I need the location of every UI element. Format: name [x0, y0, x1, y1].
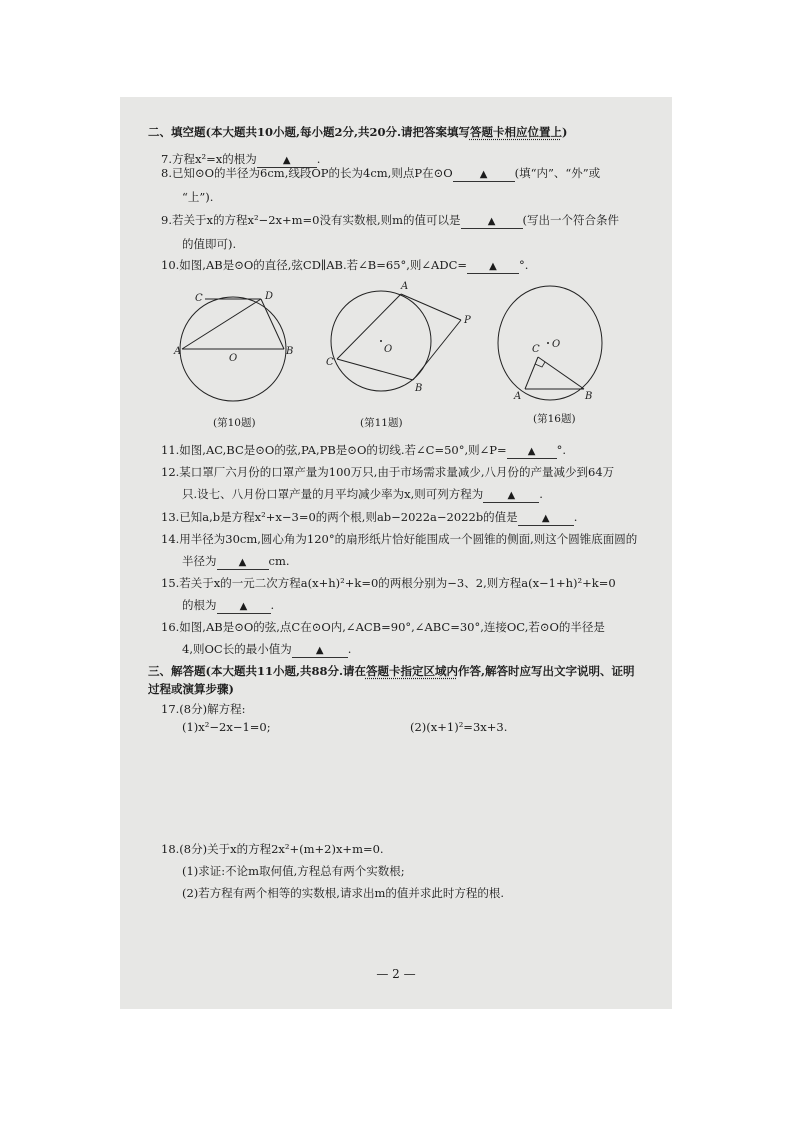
section3-header-dotted: 答题卡指定区域内 — [365, 664, 458, 678]
fig16-label-a: A — [514, 391, 522, 402]
fig11-tangent-pa — [401, 294, 461, 320]
section3-header-post: 作答,解答时应写出文字说明、证明 — [457, 664, 635, 678]
question-17-part-1: (1)x²−2x−1=0; — [182, 720, 271, 734]
question-9 — [161, 213, 619, 229]
question-14: 14.用半径为30cm,圆心角为120°的扇形纸片恰好能围成一个圆锥的侧面,则这个圆锥底面圆的 — [161, 532, 638, 546]
fig11-tangent-pb — [413, 320, 461, 380]
answer-blank-q14[interactable]: ▲ — [217, 557, 269, 570]
q15-text: 的根为 — [182, 598, 217, 612]
question-17-part-2: (2)(x+1)²=3x+3. — [410, 720, 508, 734]
q8-post: (填“内”、“外”或 — [514, 166, 601, 180]
fig16-center-dot — [547, 342, 549, 344]
fig10-label-c: C — [195, 293, 203, 304]
question-15: 15.若关于x的一元二次方程a(x+h)²+k=0的两根分别为−3、2,则方程a(x−1+h)²+k=0 — [161, 576, 616, 590]
q16-text: 4,则OC长的最小值为 — [182, 642, 292, 656]
answer-blank-q12[interactable]: ▲ — [483, 490, 539, 503]
q10-text: 10.如图,AB是⊙O的直径,弦CD∥AB.若∠B=65°,则∠ADC= — [161, 258, 468, 272]
question-10 — [161, 258, 528, 274]
fig16-circle — [498, 286, 602, 400]
figure-16-caption: (第16题) — [533, 413, 576, 425]
fig10-label-b: B — [286, 346, 294, 357]
figure-10-caption: (第10题) — [213, 417, 256, 429]
fig10-label-a: A — [174, 346, 182, 357]
fig10-segment-db — [261, 299, 284, 349]
exam-page — [120, 97, 672, 1009]
section2-header — [148, 125, 567, 140]
question-18-part-1: (1)求证:不论m取何值,方程总有两个实数根; — [182, 864, 405, 878]
question-16-cont — [182, 642, 351, 658]
section2-header-dotted: 答题卡相应位置上 — [469, 125, 562, 139]
section3-header-cont: 过程或演算步骤) — [148, 682, 234, 696]
answer-blank-q13[interactable]: ▲ — [518, 513, 574, 526]
figure-11 — [325, 277, 485, 397]
question-9-cont: 的值即可). — [182, 237, 237, 251]
q13-text: 13.已知a,b是方程x²+x−3=0的两个根,则ab−2022a−2022b的值是 — [161, 510, 518, 524]
fig11-label-b: B — [415, 383, 423, 394]
fig10-label-o: O — [229, 353, 238, 364]
section3-header — [148, 664, 634, 679]
question-13 — [161, 510, 577, 526]
fig16-label-b: B — [585, 391, 593, 402]
fig10-segment-ad — [182, 299, 261, 349]
fig16-right-angle-mark — [535, 362, 545, 367]
answer-blank-q10[interactable]: ▲ — [467, 261, 519, 274]
q11-post: °. — [556, 443, 567, 457]
section3-header-text: 三、解答题(本大题共11小题,共88分.请在 — [148, 664, 366, 678]
answer-blank-q8[interactable]: ▲ — [453, 169, 515, 182]
fig10-label-d: D — [265, 291, 274, 302]
q9-post: (写出一个符合条件 — [522, 213, 620, 227]
q8-text: 8.已知⊙O的半径为6cm,线段OP的长为4cm,则点P在⊙O — [161, 166, 453, 180]
answer-blank-q7[interactable]: ▲ — [257, 155, 317, 168]
figure-11-caption: (第11题) — [360, 417, 403, 429]
question-14-cont — [182, 554, 290, 570]
q7-text: 7.方程x²=x的根为 — [161, 152, 257, 166]
answer-blank-q16[interactable]: ▲ — [292, 645, 348, 658]
question-11 — [161, 443, 566, 459]
q16-post: . — [347, 642, 352, 656]
section2-header-close: ) — [561, 125, 568, 139]
question-18: 18.(8分)关于x的方程2x²+(m+2)x+m=0. — [161, 842, 384, 856]
answer-blank-q11[interactable]: ▲ — [507, 446, 557, 459]
q9-text: 9.若关于x的方程x²−2x+m=0没有实数根,则m的值可以是 — [161, 213, 461, 227]
fig11-label-p: P — [464, 315, 471, 326]
question-8 — [161, 166, 600, 182]
question-18-part-2: (2)若方程有两个相等的实数根,请求出m的值并求此时方程的根. — [182, 886, 505, 900]
q14-post: cm. — [268, 554, 290, 568]
q15-post: . — [270, 598, 275, 612]
fig11-chord-cb — [337, 359, 413, 380]
question-16: 16.如图,AB是⊙O的弦,点C在⊙O内,∠ACB=90°,∠ABC=30°,连接OC,若⊙O的半径是 — [161, 620, 605, 634]
question-12: 12.某口罩厂六月份的口罩产量为100万只,由于市场需求量减少,八月份的产量减少到64万 — [161, 465, 615, 479]
section2-header-text: 二、填空题(本大题共10小题,每小题2分,共20分.请把答案填写 — [148, 125, 470, 139]
fig11-label-o: O — [384, 344, 393, 355]
q11-text: 11.如图,AC,BC是⊙O的弦,PA,PB是⊙O的切线.若∠C=50°,则∠P= — [161, 443, 507, 457]
question-15-cont — [182, 598, 274, 614]
fig16-label-o: O — [552, 339, 561, 350]
q12-post: . — [539, 487, 543, 501]
answer-blank-q9[interactable]: ▲ — [461, 216, 523, 229]
q13-post: . — [573, 510, 578, 524]
figure-16 — [495, 285, 615, 405]
fig16-label-c: C — [532, 344, 540, 355]
q14-text: 半径为 — [182, 554, 217, 568]
question-17: 17.(8分)解方程: — [161, 702, 246, 716]
fig11-label-c: C — [326, 357, 334, 368]
fig16-segment-ac — [525, 357, 538, 389]
page-number: — 2 — — [376, 967, 416, 981]
figure-10 — [175, 285, 305, 403]
fig11-label-a: A — [401, 281, 409, 292]
q12-text: 只.设七、八月份口罩产量的月平均减少率为x,则可列方程为 — [182, 487, 484, 501]
fig16-segment-cb — [538, 357, 584, 389]
question-12-cont — [182, 487, 543, 503]
q10-post: °. — [519, 258, 529, 272]
fig11-center-dot — [380, 340, 382, 342]
question-8-cont: “上”). — [182, 190, 214, 204]
answer-blank-q15[interactable]: ▲ — [217, 601, 271, 614]
q7-post: . — [316, 152, 321, 166]
